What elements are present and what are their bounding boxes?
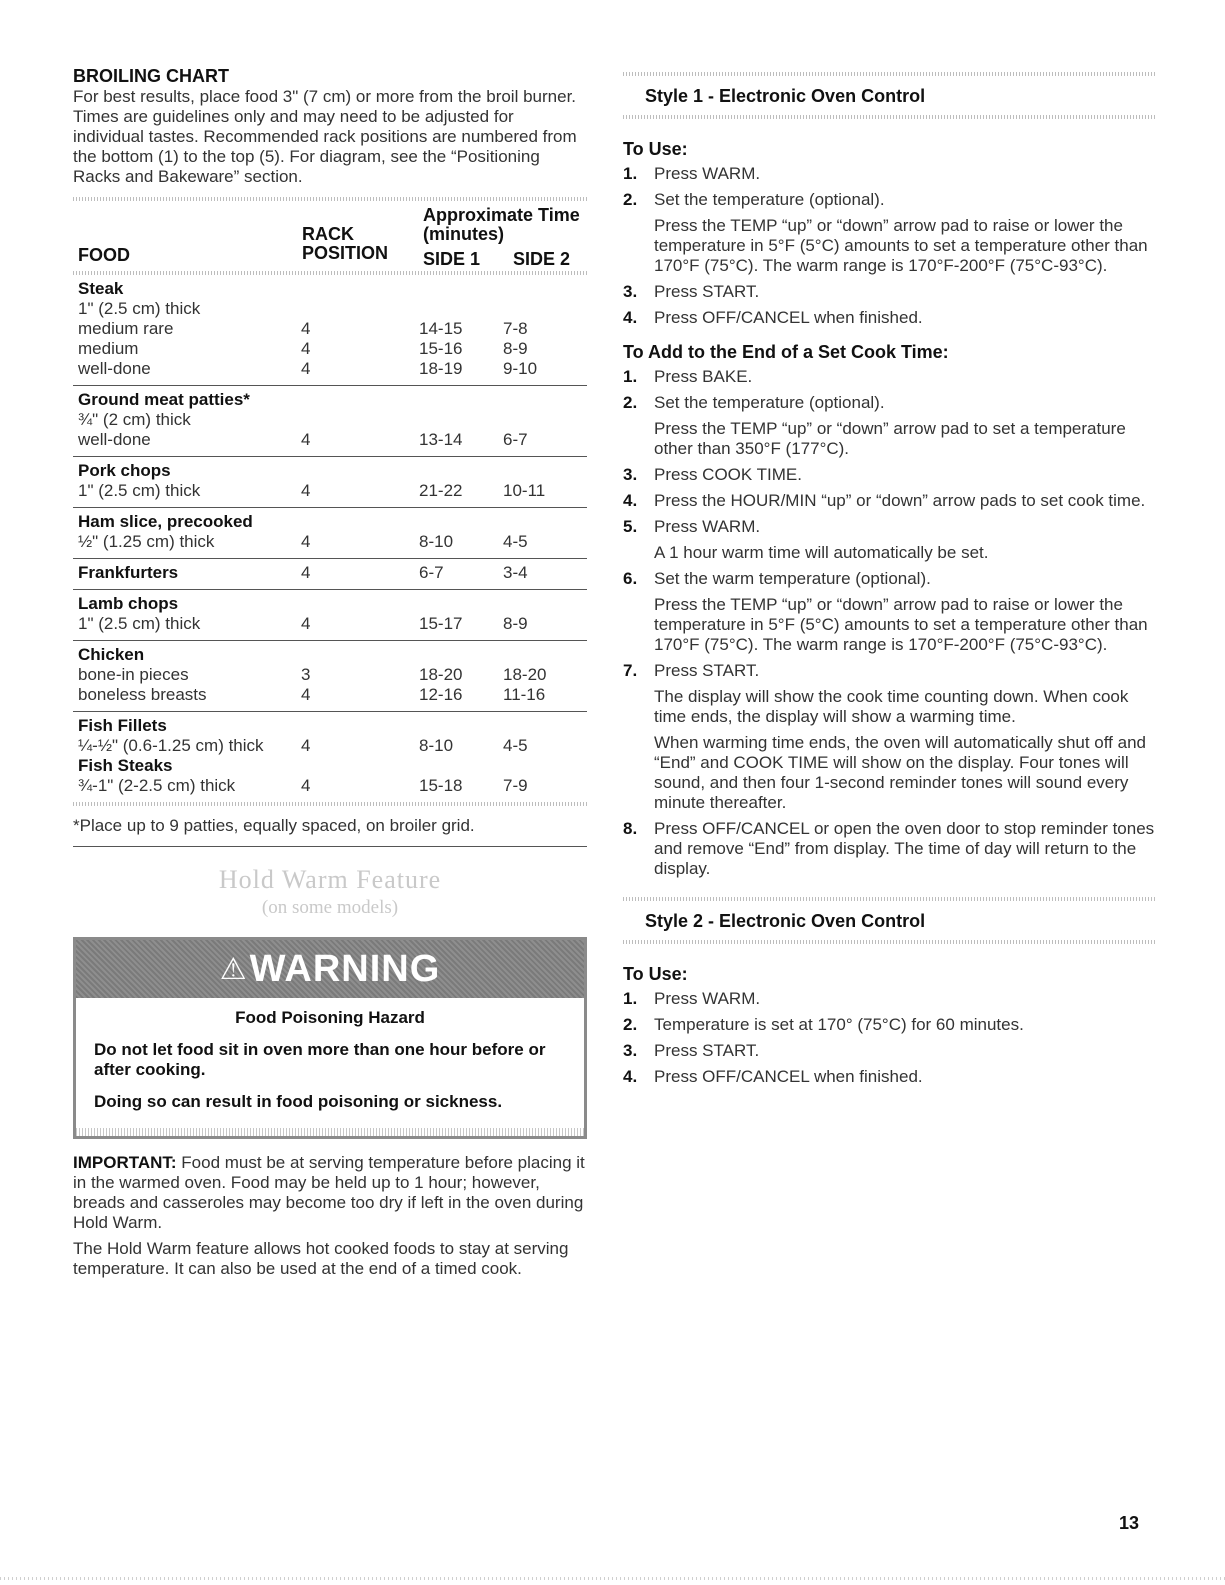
table-row <box>78 685 587 705</box>
step-text: Press OFF/CANCEL when finished. <box>654 1067 923 1086</box>
step-text: Set the warm temperature (optional). <box>654 569 931 588</box>
rack-cell: 3 <box>301 665 311 684</box>
step-number: 3. <box>623 1041 638 1060</box>
warning-body <box>76 998 584 1128</box>
step-detail: The display will show the cook time counting down. When cook time ends, the display will show a warming time. <box>654 687 1129 726</box>
step-item <box>623 367 1155 387</box>
step-item <box>623 164 1155 184</box>
warning-box <box>73 937 587 1139</box>
step-number: 2. <box>623 1015 638 1034</box>
step-item <box>623 190 1155 276</box>
broiling-intro: For best results, place food 3" (7 cm) or more from the broil burner. Times are guidelines only and may need to be adjusted for individual tastes. Recommended rack positions are numbered from the bottom (1) to the top (5). For diagram, see the “Positioning Racks and Bakeware” section. <box>73 87 577 186</box>
table-bottom-rule <box>73 802 587 806</box>
side2-cell: 7-9 <box>503 776 528 795</box>
step-number: 6. <box>623 569 638 588</box>
side2-cell: 11-16 <box>503 685 546 704</box>
food-cell: ½" (1.25 cm) thick <box>78 532 215 551</box>
step-text: Press START. <box>654 661 760 680</box>
table-group <box>73 711 587 802</box>
add-to-end-title: To Add to the End of a Set Cook Time: <box>623 342 949 362</box>
rack-cell: 4 <box>301 359 311 378</box>
side2-cell: 10-11 <box>503 481 546 500</box>
step-text: Press BAKE. <box>654 367 753 386</box>
header-side2: SIDE 2 <box>513 249 571 269</box>
table-group <box>73 640 587 711</box>
group-title: Lamb chops <box>78 594 179 613</box>
side1-cell: 14-15 <box>419 319 463 338</box>
rack-cell: 4 <box>301 563 311 582</box>
side2-cell: 3-4 <box>503 563 528 582</box>
side1-cell: 15-17 <box>419 614 463 633</box>
table-group <box>73 558 587 589</box>
step-item <box>623 308 1155 328</box>
side1-cell: 8-10 <box>419 532 454 551</box>
food-cell: ¾-1" (2-2.5 cm) thick <box>78 776 236 795</box>
table-row <box>78 481 587 501</box>
rack-cell: 4 <box>301 685 311 704</box>
step-item <box>623 517 1155 563</box>
food-cell: 1" (2.5 cm) thick <box>78 299 201 318</box>
table-group <box>73 456 587 507</box>
rack-cell: 4 <box>301 339 311 358</box>
food-cell: Frankfurters <box>78 563 179 582</box>
important-label: IMPORTANT: <box>73 1153 177 1172</box>
table-row <box>78 776 587 796</box>
hold-warm-description: The Hold Warm feature allows hot cooked foods to stay at serving temperature. It can also be used at the end of a timed cook. <box>73 1239 569 1278</box>
side1-cell: 21-22 <box>419 481 463 500</box>
table-row <box>78 665 587 685</box>
food-cell: medium <box>78 339 139 358</box>
step-item <box>623 1015 1155 1035</box>
side1-cell: 18-19 <box>419 359 463 378</box>
rack-cell: 4 <box>301 430 311 449</box>
warning-triangle-icon: ⚠ <box>219 952 248 986</box>
warning-hazard: Food Poisoning Hazard <box>235 1008 425 1027</box>
style2-title: Style 2 - Electronic Oven Control <box>645 911 926 931</box>
step-number: 2. <box>623 190 638 209</box>
step-item <box>623 491 1155 511</box>
step-item <box>623 1067 1155 1087</box>
warning-heading: WARNING <box>249 947 441 990</box>
important-note <box>73 1153 587 1233</box>
side2-cell: 8-9 <box>503 614 528 633</box>
step-text: Set the temperature (optional). <box>654 190 885 209</box>
step-number: 3. <box>623 282 638 301</box>
style2-to-use: To Use: <box>623 964 688 984</box>
step-detail: Press the TEMP “up” or “down” arrow pad to raise or lower the temperature in 5°F (5°C) amounts to set a temperature other than 170°F (75°C). The warm range is 170°F-200°F (75°C-93°C). <box>654 216 1148 275</box>
step-text: Press WARM. <box>654 989 761 1008</box>
broiling-table <box>73 197 587 847</box>
side1-cell: 18-20 <box>419 665 463 684</box>
footnote-rule <box>73 846 587 847</box>
header-minutes: (minutes) <box>423 224 504 244</box>
table-row <box>78 563 587 583</box>
side1-cell: 6-7 <box>419 563 444 582</box>
table-row <box>78 614 587 634</box>
hold-warm-subtitle: (on some models) <box>261 897 399 918</box>
step-number: 7. <box>623 661 638 680</box>
rack-cell: 4 <box>301 614 311 633</box>
page-number: 13 <box>1119 1513 1140 1533</box>
step-number: 1. <box>623 367 638 386</box>
food-cell: medium rare <box>78 319 174 338</box>
step-item <box>623 393 1155 459</box>
table-body <box>73 275 587 802</box>
style2-bottom-rule <box>623 940 1155 944</box>
rack-cell: 4 <box>301 481 311 500</box>
step-text: Temperature is set at 170° (75°C) for 60 minutes. <box>654 1015 1024 1034</box>
step-number: 3. <box>623 465 638 484</box>
style1-steps <box>623 164 1155 328</box>
side2-cell: 9-10 <box>503 359 538 378</box>
step-item <box>623 1041 1155 1061</box>
step-item <box>623 465 1155 485</box>
step-text: Press OFF/CANCEL when finished. <box>654 308 923 327</box>
step-number: 8. <box>623 819 638 838</box>
step-text: Press WARM. <box>654 517 761 536</box>
warning-footer <box>76 1128 584 1136</box>
step-text: Set the temperature (optional). <box>654 393 885 412</box>
header-position: POSITION <box>302 243 389 263</box>
style1-title: Style 1 - Electronic Oven Control <box>645 86 926 106</box>
group-title: Pork chops <box>78 461 171 480</box>
step-detail: When warming time ends, the oven will automatically shut off and “End” and COOK TIME will show on the display. Four tones will sound, and then four 1-second reminder tones will sound every minute thereafter. <box>654 733 1146 812</box>
step-number: 4. <box>623 491 638 510</box>
step-number: 1. <box>623 989 638 1008</box>
table-row <box>78 430 587 450</box>
food-cell: 1" (2.5 cm) thick <box>78 481 201 500</box>
side2-cell: 8-9 <box>503 339 528 358</box>
group-title: Chicken <box>78 645 145 664</box>
side1-cell: 15-18 <box>419 776 463 795</box>
broiling-chart-title: BROILING CHART <box>73 66 229 86</box>
warning-text-2: Doing so can result in food poisoning or sickness. <box>94 1092 503 1111</box>
step-text: Press OFF/CANCEL or open the oven door to stop reminder tones and remove “End” from display. The time of day will return to the display. <box>654 819 1155 878</box>
step-item <box>623 989 1155 1009</box>
side1-cell: 15-16 <box>419 339 463 358</box>
rack-cell: 4 <box>301 736 311 755</box>
header-rack: RACK <box>302 224 354 244</box>
style1-bottom-rule <box>623 115 1155 119</box>
table-group <box>73 507 587 558</box>
step-number: 4. <box>623 308 638 327</box>
side2-cell: 4-5 <box>503 736 528 755</box>
rack-cell: 4 <box>301 319 311 338</box>
table-row <box>78 532 587 552</box>
style1-to-use: To Use: <box>623 139 688 159</box>
step-text: Press START. <box>654 282 760 301</box>
food-cell: bone-in pieces <box>78 665 189 684</box>
bottom-dotted-edge <box>0 1577 1225 1580</box>
table-row <box>78 319 587 339</box>
style1-band <box>623 72 1155 119</box>
header-side1: SIDE 1 <box>423 249 481 269</box>
step-detail: Press the TEMP “up” or “down” arrow pad to set a temperature other than 350°F (177°C). <box>654 419 1126 458</box>
table-row <box>78 299 587 319</box>
side2-cell: 6-7 <box>503 430 528 449</box>
step-number: 4. <box>623 1067 638 1086</box>
step-item <box>623 819 1155 879</box>
step-number: 5. <box>623 517 638 536</box>
group-title: Ham slice, precooked <box>78 512 253 531</box>
table-header <box>73 201 587 269</box>
food-cell: 1" (2.5 cm) thick <box>78 614 201 633</box>
side2-cell: 4-5 <box>503 532 528 551</box>
warning-header <box>76 940 584 998</box>
table-group <box>73 589 587 640</box>
hold-warm-title: Hold Warm Feature <box>218 865 442 894</box>
side2-cell: 18-20 <box>503 665 547 684</box>
side1-cell: 13-14 <box>419 430 463 449</box>
header-food: FOOD <box>78 245 130 265</box>
food-cell: boneless breasts <box>78 685 207 704</box>
step-item <box>623 282 1155 302</box>
food-cell: ¾" (2 cm) thick <box>78 410 191 429</box>
table-row <box>78 339 587 359</box>
side1-cell: 12-16 <box>419 685 463 704</box>
food-cell: well-done <box>78 359 151 378</box>
table-row <box>78 359 587 379</box>
step-item <box>623 569 1155 655</box>
step-text: Press WARM. <box>654 164 761 183</box>
style2-band <box>623 897 1155 944</box>
group-title: Fish Steaks <box>78 756 173 775</box>
group-title: Ground meat patties* <box>78 390 250 409</box>
food-cell: ¼-½" (0.6-1.25 cm) thick <box>78 736 264 755</box>
side2-cell: 7-8 <box>503 319 528 338</box>
left-column <box>73 66 587 1285</box>
table-group <box>73 275 587 385</box>
warning-text-1: Do not let food sit in oven more than one hour before or after cooking. <box>94 1040 546 1079</box>
header-approximate-time: Approximate Time <box>423 205 580 225</box>
add-to-end-steps <box>623 367 1155 879</box>
table-footnote: *Place up to 9 patties, equally spaced, on broiler grid. <box>73 816 475 835</box>
step-text: Press COOK TIME. <box>654 465 802 484</box>
rack-cell: 4 <box>301 776 311 795</box>
side1-cell: 8-10 <box>419 736 454 755</box>
right-column <box>623 66 1155 1093</box>
rack-cell: 4 <box>301 532 311 551</box>
style2-steps <box>623 989 1155 1087</box>
step-number: 2. <box>623 393 638 412</box>
step-number: 1. <box>623 164 638 183</box>
step-item <box>623 661 1155 813</box>
table-group <box>73 385 587 456</box>
table-row <box>78 410 587 430</box>
group-title: Steak <box>78 279 124 298</box>
step-detail: A 1 hour warm time will automatically be set. <box>654 543 989 562</box>
step-text: Press the HOUR/MIN “up” or “down” arrow pads to set cook time. <box>654 491 1146 510</box>
step-detail: Press the TEMP “up” or “down” arrow pad to raise or lower the temperature in 5°F (5°C) amounts to set a temperature other than 170°F (75°C). The warm range is 170°F-200°F (75°C-93°C). <box>654 595 1148 654</box>
table-row <box>78 736 587 756</box>
group-title: Fish Fillets <box>78 716 167 735</box>
step-text: Press START. <box>654 1041 760 1060</box>
food-cell: well-done <box>78 430 151 449</box>
important-text: Food must be at serving temperature before placing it in the warmed oven. Food may be held up to 1 hour; however, breads and casseroles may become too dry if left in the oven during Hold Warm. <box>73 1153 585 1232</box>
